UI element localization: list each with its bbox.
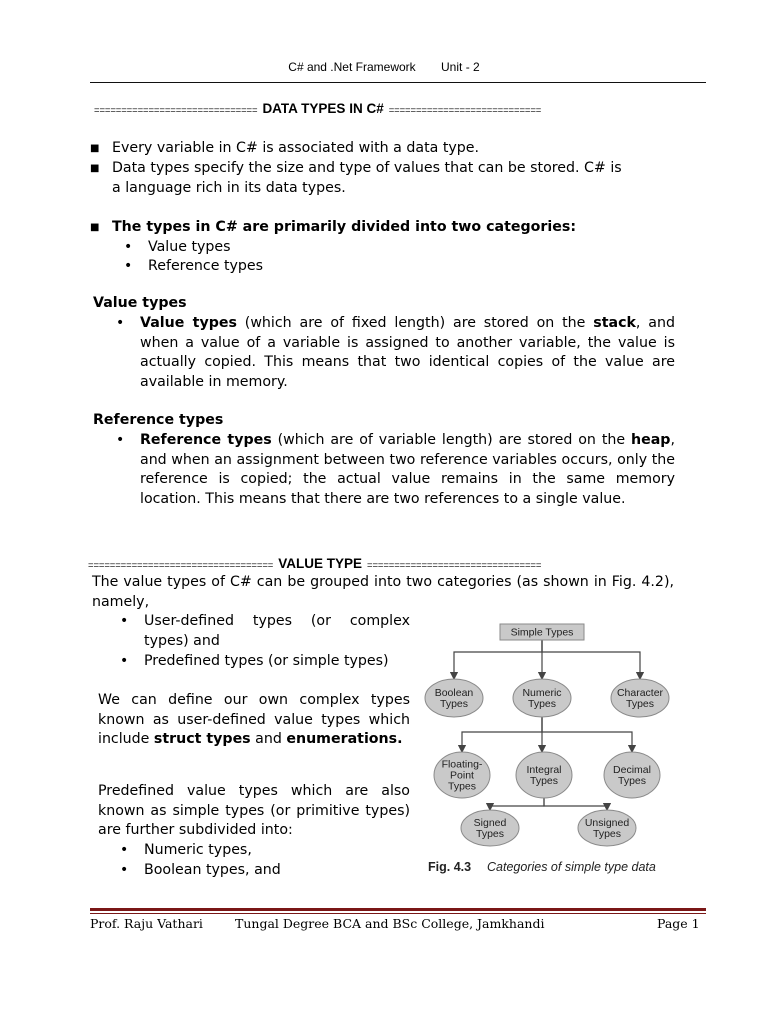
diagram-node-label: Character: [616, 687, 664, 699]
section-heading: DATA TYPES IN C#: [262, 101, 384, 116]
value-types-lead: Value types: [140, 315, 237, 331]
category-item: Reference types: [148, 258, 264, 274]
bullet-text-continued: a language rich in its data types.: [112, 180, 346, 196]
figure-caption-label: Fig. 4.3: [428, 860, 472, 874]
value-types-text: (which are of fixed length) are stored on the: [236, 315, 594, 331]
section-heading: VALUE TYPE: [278, 556, 362, 571]
value-type-category: User-defined types (or complex types) and: [144, 613, 410, 649]
value-types-text: , and when a value of a variable is assigned to another variable, the value is actually copied. This means that two identical copies of the value are available in memory.: [140, 315, 675, 390]
footer-author: Prof. Raju Vathari: [90, 916, 203, 931]
bullet-dot-icon: •: [116, 432, 125, 448]
struct-types-term: struct types: [153, 731, 251, 748]
bullet-dot-icon: •: [124, 258, 133, 274]
section-title-data-types: [94, 101, 541, 116]
diagram-node-label: Types: [592, 828, 622, 840]
bullet-dot-icon: •: [116, 315, 125, 331]
reference-types-text: , and when an assignment between two reference variables occurs, only the reference is copied; the actual value remains in the same memory location. This means that there are two references to a single value.: [140, 432, 675, 507]
bullet-square-icon: ■: [90, 163, 100, 174]
diagram-node-decimal-types: [604, 752, 660, 798]
diagram-node-label: Types: [529, 775, 559, 787]
diagram-node-boolean-types: [425, 679, 483, 717]
diagram-node-label: Decimal: [613, 764, 651, 776]
divider-right: ============================: [388, 105, 542, 116]
divider-left: ==============================: [94, 105, 258, 116]
diagram-node-label: Types: [475, 828, 505, 840]
diagram-node-numeric-types: [513, 679, 571, 717]
value-type-category: Predefined types (or simple types): [144, 653, 389, 669]
paragraph-text: We can define our own complex types known as user-defined value types which include: [98, 692, 410, 748]
header-rule: [90, 82, 706, 83]
bullet-square-icon: ■: [90, 143, 100, 154]
figure-caption-text: Categories of simple type data: [487, 860, 656, 874]
diagram-node-floating-point-types: [434, 752, 490, 798]
footer-college: Tungal Degree BCA and BSc College, Jamkhandi: [235, 916, 545, 931]
heap-term: heap: [631, 432, 671, 448]
diagram-arrow: [544, 798, 607, 810]
diagram-node-signed-types: [461, 810, 519, 846]
value-type-intro: The value types of C# can be grouped into two categories (as shown in Fig. 4.2), namely,: [92, 574, 674, 610]
diagram-arrow: [542, 640, 640, 679]
bullet-dot-icon: •: [120, 862, 129, 878]
footer-page-number: Page 1: [657, 916, 700, 931]
diagram-node-label: Integral: [526, 764, 562, 776]
diagram-node-label: Boolean: [434, 687, 474, 699]
diagram-node-label: Numeric: [522, 687, 562, 699]
diagram-arrow: [542, 717, 632, 752]
diagram-node-unsigned-types: [578, 810, 636, 846]
bullet-square-icon: ■: [90, 222, 100, 233]
diagram-arrow: [454, 640, 542, 679]
bullet-text: Data types specify the size and type of values that can be stored. C# is: [112, 160, 622, 176]
diagram-arrow: [490, 798, 544, 810]
enumerations-term: enumerations.: [286, 731, 403, 748]
bullet-dot-icon: •: [120, 653, 129, 669]
diagram-node-label: Floating-: [441, 758, 483, 771]
predefined-paragraph: Predefined value types which are also known as simple types (or primitive types) are further subdivided into:: [98, 783, 410, 839]
diagram-node-label: Types: [439, 698, 469, 710]
bullet-dot-icon: •: [120, 842, 129, 858]
diagram-node-label: Types: [617, 775, 647, 787]
paragraph-text: and: [250, 731, 287, 748]
diagram-node-label: Point: [450, 769, 474, 782]
diagram-node-simple-types: [500, 624, 584, 640]
footer-rule-thick: [90, 908, 706, 911]
reference-types-heading: Reference types: [93, 412, 224, 428]
header-unit: Unit - 2: [441, 60, 480, 74]
divider-right: ================================: [367, 560, 542, 571]
bullet-dot-icon: •: [120, 613, 129, 629]
categories-heading: The types in C# are primarily divided into two categories:: [112, 219, 576, 235]
diagram-node-label: Types: [527, 698, 557, 710]
header-subject: C# and .Net Framework: [288, 60, 416, 74]
diagram-node-integral-types: [516, 752, 572, 798]
diagram-node-label: Types: [625, 698, 655, 710]
value-types-paragraph: [140, 314, 675, 392]
bullet-dot-icon: •: [124, 239, 133, 255]
stack-term: stack: [593, 315, 636, 331]
diagram-node-character-types: [611, 679, 669, 717]
diagram-node-label: Signed: [473, 817, 507, 829]
diagram-node-label: Simple Types: [510, 626, 574, 639]
section-title-value-type: [88, 556, 541, 571]
page-header: [0, 60, 768, 74]
bullet-text: Every variable in C# is associated with a data type.: [112, 140, 480, 156]
value-types-heading: Value types: [93, 295, 187, 311]
user-defined-paragraph: [98, 691, 410, 750]
reference-types-paragraph: [140, 431, 675, 509]
divider-left: ==================================: [88, 560, 274, 571]
reference-types-text: (which are of variable length) are stored on the: [271, 432, 632, 448]
predefined-item: Numeric types,: [144, 842, 252, 858]
diagram-node-label: Types: [447, 780, 477, 793]
reference-types-lead: Reference types: [140, 432, 272, 448]
simple-types-diagram: [418, 612, 680, 880]
diagram-node-label: Unsigned: [584, 817, 630, 829]
predefined-item: Boolean types, and: [144, 862, 281, 878]
footer-rule-thin: [90, 913, 706, 914]
diagram-arrow: [462, 717, 542, 752]
category-item: Value types: [148, 239, 231, 255]
